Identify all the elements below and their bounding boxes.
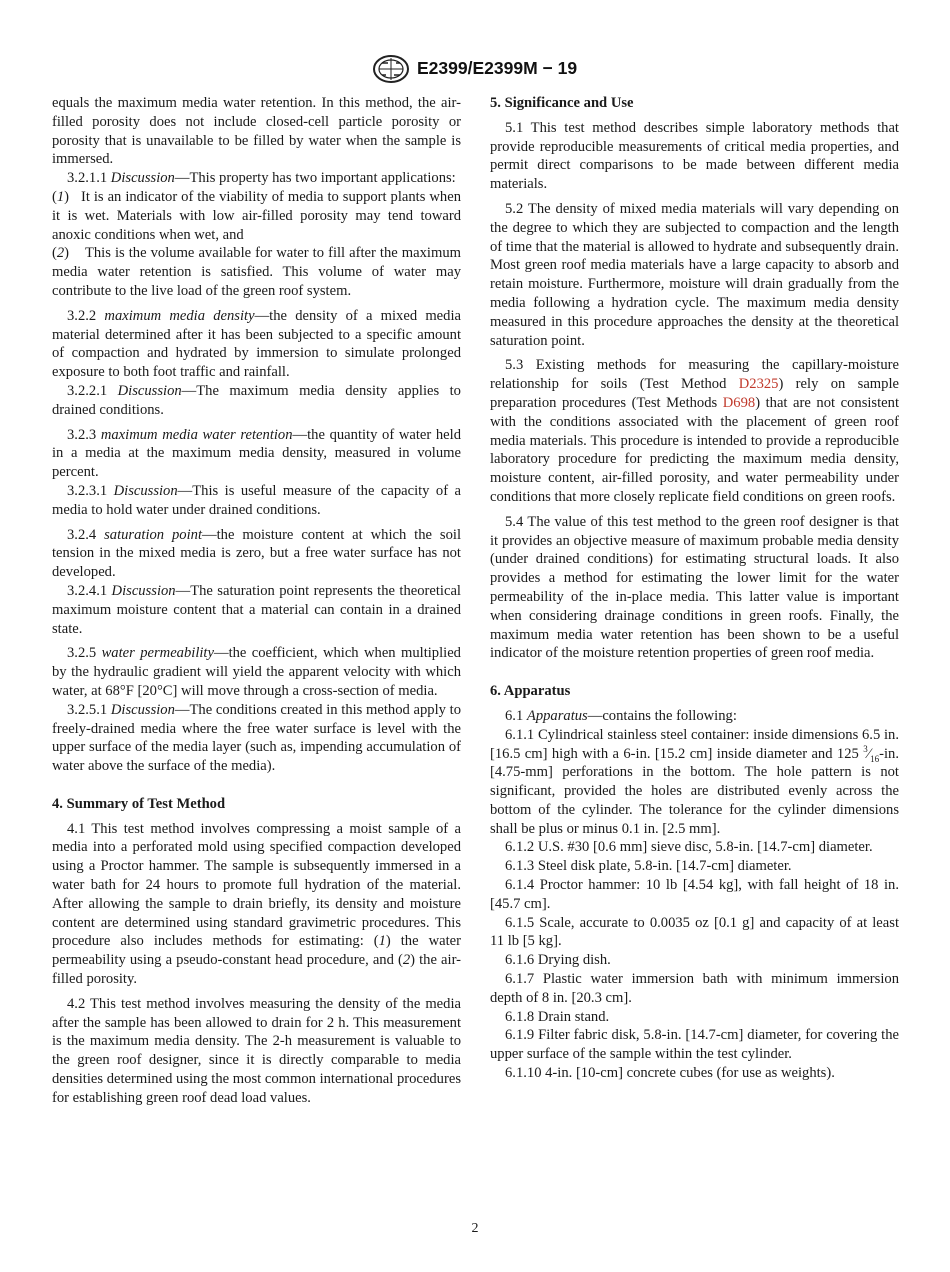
list-item-1: (1) It is an indicator of the viability of media to support plants when it is wet. Materials with low air-filled porosity may tend toward anoxic conditions when wet, and (52, 188, 461, 243)
paragraph-6-1-6: 6.1.6 Drying dish. (505, 952, 611, 969)
paragraph-3-2-2-1: 3.2.2.1 Discussion—The maximum media density applies to drained conditions. (52, 382, 461, 418)
paragraph-3-2-5: 3.2.5 water permeability—the coefficient, which when multiplied by the hydraulic gradient will yield the apparent velocity with which water, at 68°F [20°C] will move through a cross-section of media. (52, 645, 461, 699)
paragraph-5-1: 5.1 This test method describes simple laboratory methods that provide reproducible measurements of critical media properties, and permit direct comparisons to be made between different media materials. (490, 119, 899, 193)
paragraph-6-1-4: 6.1.4 Proctor hammer: 10 lb [4.54 kg], with fall height of 18 in. [45.7 cm]. (490, 877, 899, 912)
paragraph-6-1: 6.1 Apparatus—contains the following: (505, 707, 737, 724)
paragraph-4-1: 4.1 This test method involves compressing a moist sample of a media into a perforated mold using specified compaction developed using a Proctor hammer. The sample is subsequently immersed in a water bath for 24 hours to promote full hydration of the material. After allowing the sample to drain briefly, its density and moisture content are determined using standard gravimetric procedures. This procedure also includes methods for estimating: (1) the water permeability using a pseudo-constant head procedure, and (2) the air-filled porosity. (52, 820, 462, 988)
paragraph-3-2-3: 3.2.3 maximum media water retention—the quantity of water held in a media at the maximum media density, measured in volume percent. (52, 426, 461, 481)
link-d698[interactable]: D698 (722, 394, 756, 411)
paragraph-6-1-5: 6.1.5 Scale, accurate to 0.0035 oz [0.1 g] and capacity of at least 11 lb [5 kg]. (490, 914, 899, 950)
paragraph-6-1-2: 6.1.2 U.S. #30 [0.6 mm] sieve disc, 5.8-in. [14.7-cm] diameter. (505, 839, 873, 856)
section-heading-5: 5. Significance and Use (490, 95, 634, 111)
paragraph-3-2-1-1: 3.2.1.1 Discussion—This property has two important applications: (67, 170, 456, 187)
paragraph: equals the maximum media water retention. In this method, the air-filled porosity does not include closed-cell particle porosity or porosity that is unavailable to be filled by water when the sample is immersed. (52, 95, 461, 168)
paragraph-6-1-3: 6.1.3 Steel disk plate, 5.8-in. [14.7-cm] diameter. (505, 858, 792, 875)
paragraph-3-2-3-1: 3.2.3.1 Discussion—This is useful measure of the capacity of a media to hold water under drained conditions. (52, 482, 461, 518)
list-item-2: (2) This is the volume available for water to fill after the maximum media water retention is satisfied. This volume of water may contribute to the live load of the green roof system. (52, 245, 461, 299)
paragraph-3-2-2: 3.2.2 maximum media density—the density of a mixed media material determined after it has been subjected to a specific amount of compaction and hydrated by immersion to simulate prolonged exposure to both foot traffic and rainfall. (52, 307, 461, 381)
right-column (490, 94, 899, 1083)
paragraph-6-1-8: 6.1.8 Drain stand. (505, 1008, 610, 1025)
link-d2325[interactable]: D2325 (738, 376, 779, 393)
paragraph-6-1-7: 6.1.7 Plastic water immersion bath with minimum immersion depth of 8 in. [20.3 cm]. (490, 971, 899, 1006)
paragraph-6-1-1: 6.1.1 Cylindrical stainless steel container: inside dimensions 6.5 in. [16.5 cm] high with a 6-in. [15.2 cm] inside diameter and 125 $^3⁄_{16}-in$. [4.75-mm] perforations in the bottom. The hole pattern is not significant, provided the holes are distributed evenly across the bottom of the cylinder. The tolerance for the cylinder dimensions shall be plus or minus 0.1 in. [2.5 mm]. (490, 726, 899, 837)
paragraph-5-4: 5.4 The value of this test method to the green roof designer is that it provides an objective measure of maximum probable media density (under drained conditions) for estimating structural loads. It also provides a method for estimating the lower limit for the water permeability of the in-place media. This latter value is important when considering drainage conditions in green roofs. Finally, the maximum media water retention has been shown to be a useful indicator of the moisture retention properties of green roof media. (490, 513, 899, 662)
paragraph-6-1-10: 6.1.10 4-in. [10-cm] concrete cubes (for use as weights). (505, 1065, 835, 1082)
paragraph-5-3: 5.3 Existing methods for measuring the capillary-moisture relationship for soils (Test Method D2325) rely on sample preparation procedures (Test Methods D698) that are not consistent with the conditions associated with the placement of green roof media materials. This procedure is intended to provide a reproducible laboratory procedure for predicting the maximum media density, moisture content, air-filled porosity, and water permeability under conditions that more closely replicate field conditions on green roofs. (490, 357, 899, 505)
section-heading-4: 4. Summary of Test Method (52, 795, 226, 812)
paragraph-3-2-4: 3.2.4 saturation point—the moisture content at which the soil tension in the mixed media is zero, but a free water surface has not developed. (52, 526, 462, 581)
paragraph-3-2-5-1: 3.2.5.1 Discussion—The conditions created in this method apply to freely-drained media where the free water surface is level with the upper surface of the media layer (such as, impending accumulation of water above the surface of the media). (52, 701, 461, 775)
astm-logo-icon (372, 55, 410, 83)
page-number: 2 (471, 1221, 479, 1236)
paragraph-3-2-4-1: 3.2.4.1 Discussion—The saturation point represents the theoretical maximum moisture content that a material can contain in a drained state. (52, 582, 461, 637)
page-header (0, 55, 950, 83)
paragraph-5-2: 5.2 The density of mixed media materials will vary depending on the degree to which they are subjected to compaction and the length of time that the material is allowed to hydrate and subsequently drain. Most green roof media materials have a large capacity to absorb and retain moisture. Furthermore, moisture will drain gradually from the media following a hydration cycle. The maximum media density measured in this procedure approaches the density at the theoretical saturation point. (490, 200, 899, 349)
paragraph-4-2: 4.2 This test method involves measuring the density of the media after the sample has been allowed to drain for 2 h. This measurement is the maximum media density. The 2-h measurement is valuable to the green roof designer, since it is directly comparable to media densities determined using the most common international procedures for establishing green roof dead load values. (52, 995, 461, 1106)
paragraph-6-1-9: 6.1.9 Filter fabric disk, 5.8-in. [14.7-cm] diameter, for covering the upper surface of the sample within the test cylinder. (490, 1027, 899, 1063)
document-designation: E2399/E2399M − 19 (417, 58, 578, 78)
section-heading-6: 6. Apparatus (490, 683, 571, 700)
left-column (52, 94, 461, 1108)
